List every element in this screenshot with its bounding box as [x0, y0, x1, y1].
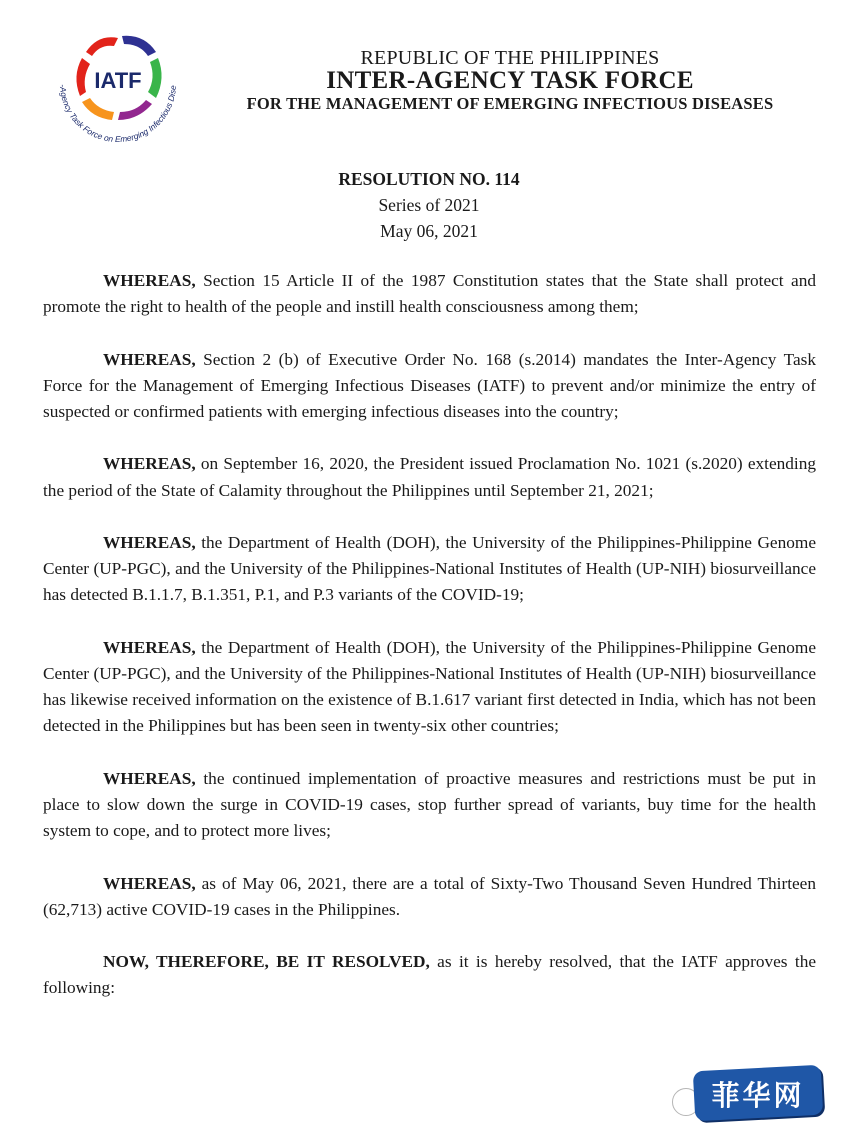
- paragraph-lead: WHEREAS,: [103, 454, 196, 474]
- whereas-paragraph: [43, 766, 816, 845]
- paragraph-text: as it is hereby resolved, that the IATF approves the following:: [43, 952, 816, 998]
- paragraph-lead: WHEREAS,: [103, 271, 196, 290]
- whereas-paragraph: [43, 871, 816, 923]
- resolution-number: RESOLUTION NO. 114: [338, 169, 520, 189]
- paragraph-text: the Department of Health (DOH), the University of the Philippines-Philippine Genome Center (UP-PGC), and the University of the Philippines-National Institutes of Health (UP-NIH) biosurveillance has likewise received information on the existence of B.1.617 variant first detected in India, which has not been detected in the Philippines but has been seen in twenty-six other countries;: [43, 637, 816, 736]
- whereas-paragraph: [43, 347, 816, 426]
- whereas-paragraph: [43, 451, 816, 503]
- iatf-logo: [52, 24, 184, 144]
- paragraph-lead: WHEREAS,: [103, 349, 196, 369]
- header-agency: INTER-AGENCY TASK FORCE: [326, 67, 694, 94]
- paragraph-lead: WHEREAS,: [103, 768, 196, 788]
- logo-acronym: IATF: [94, 68, 142, 93]
- resolution-series: Series of 2021: [378, 195, 480, 215]
- whereas-paragraph: [43, 268, 816, 320]
- site-watermark: [668, 1062, 828, 1124]
- watermark-text: 菲华网: [711, 1079, 805, 1112]
- paragraph-text: on September 16, 2020, the President issued Proclamation No. 1021 (s.2020) extending the period of the State of Calamity throughout the Philippines until September 21, 2021;: [43, 454, 816, 500]
- paragraph-lead: WHEREAS,: [103, 873, 196, 893]
- resolution-date: May 06, 2021: [380, 221, 478, 241]
- resolution-title-block: [0, 166, 858, 244]
- paragraph-lead: WHEREAS,: [103, 637, 196, 657]
- resolution-body: [43, 268, 816, 1028]
- document-header: [190, 48, 830, 114]
- logo-circular-text: -Agency Task Force on Emerging Infectious Dise: [57, 84, 179, 144]
- header-republic: REPUBLIC OF THE PHILIPPINES: [360, 47, 660, 69]
- paragraph-lead: NOW, THEREFORE, BE IT RESOLVED,: [103, 952, 430, 972]
- paragraph-text: as of May 06, 2021, there are a total of Sixty-Two Thousand Seven Hundred Thirteen (62,713) active COVID-19 cases in the Philippines.: [43, 873, 816, 919]
- paragraph-text: Section 15 Article II of the 1987 Constitution states that the State shall protect and promote the right to health of the people and instill health consciousness among them;: [43, 271, 816, 317]
- paragraph-text: Section 2 (b) of Executive Order No. 168 (s.2014) mandates the Inter-Agency Task Force for the Management of Emerging Infectious Diseases (IATF) to prevent and/or minimize the entry of suspected or confirmed patients with emerging infectious diseases into the country;: [43, 349, 816, 421]
- paragraph-lead: WHEREAS,: [103, 532, 196, 552]
- paragraph-text: the continued implementation of proactive measures and restrictions must be put in place to slow down the surge in COVID-19 cases, stop further spread of variants, buy time for the health system to cope, and to protect more lives;: [43, 768, 816, 841]
- paragraph-text: the Department of Health (DOH), the University of the Philippines-Philippine Genome Center (UP-PGC), and the University of the Philippines-National Institutes of Health (UP-NIH) biosurveillance has detected B.1.1.7, B.1.351, P.1, and P.3 variants of the COVID-19;: [43, 532, 816, 605]
- whereas-paragraph: [43, 530, 816, 609]
- resolved-paragraph: [43, 949, 816, 1001]
- iatf-logo-graphic: [52, 24, 184, 144]
- header-subtitle: FOR THE MANAGEMENT OF EMERGING INFECTIOUS DISEASES: [246, 94, 774, 113]
- whereas-paragraph: [43, 635, 816, 740]
